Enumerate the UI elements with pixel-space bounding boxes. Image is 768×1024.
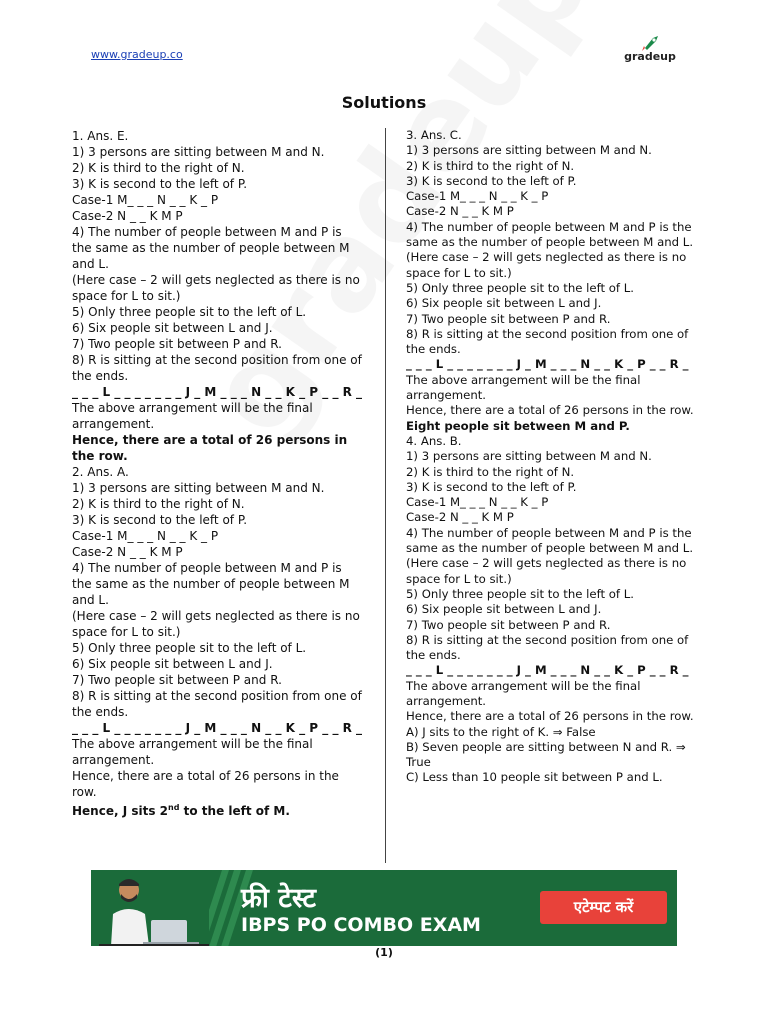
website-link[interactable]: www.gradeup.co [91, 48, 183, 61]
right-column-line: 7) Two people sit between P and R. [406, 617, 611, 632]
left-column-line: 8) R is sitting at the second position from one of the ends. [72, 689, 362, 719]
right-column-line: (Here case – 2 will gets neglected as there is no space for L to sit.) [406, 556, 687, 586]
page-number: (1) [375, 946, 393, 959]
right-column-line: 4) The number of people between M and P is the same as the number of people between M and L. [406, 525, 694, 556]
ordinal-suffix: nd [168, 803, 180, 812]
right-column-line: 8) R is sitting at the second position from one of the ends. [406, 632, 689, 663]
left-column-line: 2) K is third to the right of N. [72, 497, 245, 511]
right-column-line: 4. Ans. B. [406, 433, 462, 448]
right-column-line: Hence, there are a total of 26 persons in the row. [406, 403, 694, 418]
right-column-line: C) Less than 10 people sit between P and L. [406, 770, 663, 785]
left-column-line: 1) 3 persons are sitting between M and N. [72, 145, 325, 159]
left-column-line: 4) The number of people between M and P is the same as the number of people between M and L. [72, 225, 350, 271]
left-column-line: Hence, there are a total of 26 persons in the row. [72, 769, 339, 799]
right-column-line: B) Seven people are sitting between N and R. ⇒ True [406, 739, 686, 770]
right-column-line: (Here case – 2 will gets neglected as there is no space for L to sit.) [406, 250, 687, 280]
left-column-line: 7) Two people sit between P and R. [72, 337, 282, 351]
right-column-line: Case-1 M_ _ _ N _ _ K _ P [406, 189, 549, 204]
left-column-line: 8) R is sitting at the second position from one of the ends. [72, 353, 362, 383]
banner-hindi-title: फ्री टेस्ट [241, 883, 316, 914]
left-column-line: 6) Six people sit between L and J. [72, 657, 273, 671]
right-column-line: Case-2 N _ _ K M P [406, 204, 514, 219]
right-column-line: 4) The number of people between M and P is the same as the number of people between M and L. [406, 219, 694, 250]
left-column-line: 4) The number of people between M and P is the same as the number of people between M and L. [72, 561, 350, 607]
right-column-line: 3) K is second to the left of P. [406, 173, 577, 188]
right-column-line: Eight people sit between M and P. [406, 418, 630, 433]
logo-text: gradeup [624, 50, 676, 63]
left-column-line: 1. Ans. E. [72, 129, 129, 143]
left-column-line: 3) K is second to the left of P. [72, 513, 248, 527]
left-column [72, 128, 364, 819]
person-with-laptop-icon [99, 874, 209, 946]
right-column-line: Case-1 M_ _ _ N _ _ K _ P [406, 495, 549, 510]
right-column-line: A) J sits to the right of K. ⇒ False [406, 724, 596, 739]
left-column-line: 5) Only three people sit to the left of L. [72, 305, 307, 319]
left-column-line: (Here case – 2 will gets neglected as there is no space for L to sit.) [72, 273, 360, 303]
right-column-line: 5) Only three people sit to the left of L. [406, 586, 634, 601]
right-column-line: 6) Six people sit between L and J. [406, 296, 602, 311]
left-column-conclusion [72, 800, 364, 819]
right-column-line: 6) Six people sit between L and J. [406, 602, 602, 617]
page-title: Solutions [341, 93, 427, 112]
right-column-line: Hence, there are a total of 26 persons in the row. [406, 709, 694, 724]
left-column-line: The above arrangement will be the final arrangement. [72, 737, 313, 767]
right-column-line: 8) R is sitting at the second position from one of the ends. [406, 326, 689, 357]
promo-banner[interactable] [91, 870, 677, 946]
left-column-line: 1) 3 persons are sitting between M and N. [72, 481, 325, 495]
left-column-line: The above arrangement will be the final arrangement. [72, 401, 313, 431]
column-divider [385, 128, 386, 863]
conclusion-text: Hence, J sits 2 [72, 804, 169, 818]
conclusion-text-end: to the left of M. [179, 804, 290, 818]
right-column-line: 2) K is third to the right of N. [406, 158, 575, 173]
left-column-line: _ _ _ L _ _ _ _ _ _ _ J _ M _ _ _ N _ _ K _ P _ _ R _ [72, 385, 363, 399]
right-column-line: The above arrangement will be the final arrangement. [406, 678, 641, 708]
left-column-line: 6) Six people sit between L and J. [72, 321, 273, 335]
left-column-line: Case-1 M_ _ _ N _ _ K _ P [72, 193, 219, 207]
right-column-line: 7) Two people sit between P and R. [406, 311, 611, 326]
left-column-line: Case-1 M_ _ _ N _ _ K _ P [72, 529, 219, 543]
left-column-line: 2. Ans. A. [72, 465, 129, 479]
right-column-line: The above arrangement will be the final arrangement. [406, 372, 641, 403]
right-column-line: 2) K is third to the right of N. [406, 464, 575, 479]
attempt-button[interactable]: एटेम्पट करें [540, 891, 667, 924]
left-column-line: Case-2 N _ _ K M P [72, 209, 183, 223]
gradeup-logo [624, 34, 676, 63]
left-column-line: 3) K is second to the left of P. [72, 177, 248, 191]
left-column-line: (Here case – 2 will gets neglected as there is no space for L to sit.) [72, 609, 360, 639]
left-column-line: Hence, there are a total of 26 persons in the row. [72, 433, 348, 463]
right-column-line: 5) Only three people sit to the left of L. [406, 280, 634, 295]
right-column-line: Case-2 N _ _ K M P [406, 510, 514, 525]
left-column-line: 2) K is third to the right of N. [72, 161, 245, 175]
right-column [406, 128, 698, 786]
right-column-line: _ _ _ L _ _ _ _ _ _ _ J _ M _ _ _ N _ _ K _ P _ _ R _ [406, 663, 689, 678]
right-column-line: 3. Ans. C. [406, 128, 462, 142]
right-column-line: 1) 3 persons are sitting between M and N. [406, 449, 652, 464]
left-column-line: _ _ _ L _ _ _ _ _ _ _ J _ M _ _ _ N _ _ K _ P _ _ R _ [72, 721, 363, 735]
banner-exam-title: IBPS PO COMBO EXAM [241, 914, 481, 936]
left-column-line: 7) Two people sit between P and R. [72, 673, 282, 687]
right-column-line: 3) K is second to the left of P. [406, 479, 577, 494]
left-column-line: Case-2 N _ _ K M P [72, 545, 183, 559]
right-column-line: 1) 3 persons are sitting between M and N. [406, 143, 652, 158]
right-column-line: _ _ _ L _ _ _ _ _ _ _ J _ M _ _ _ N _ _ K _ P _ _ R _ [406, 357, 689, 372]
left-column-line: 5) Only three people sit to the left of L. [72, 641, 307, 655]
